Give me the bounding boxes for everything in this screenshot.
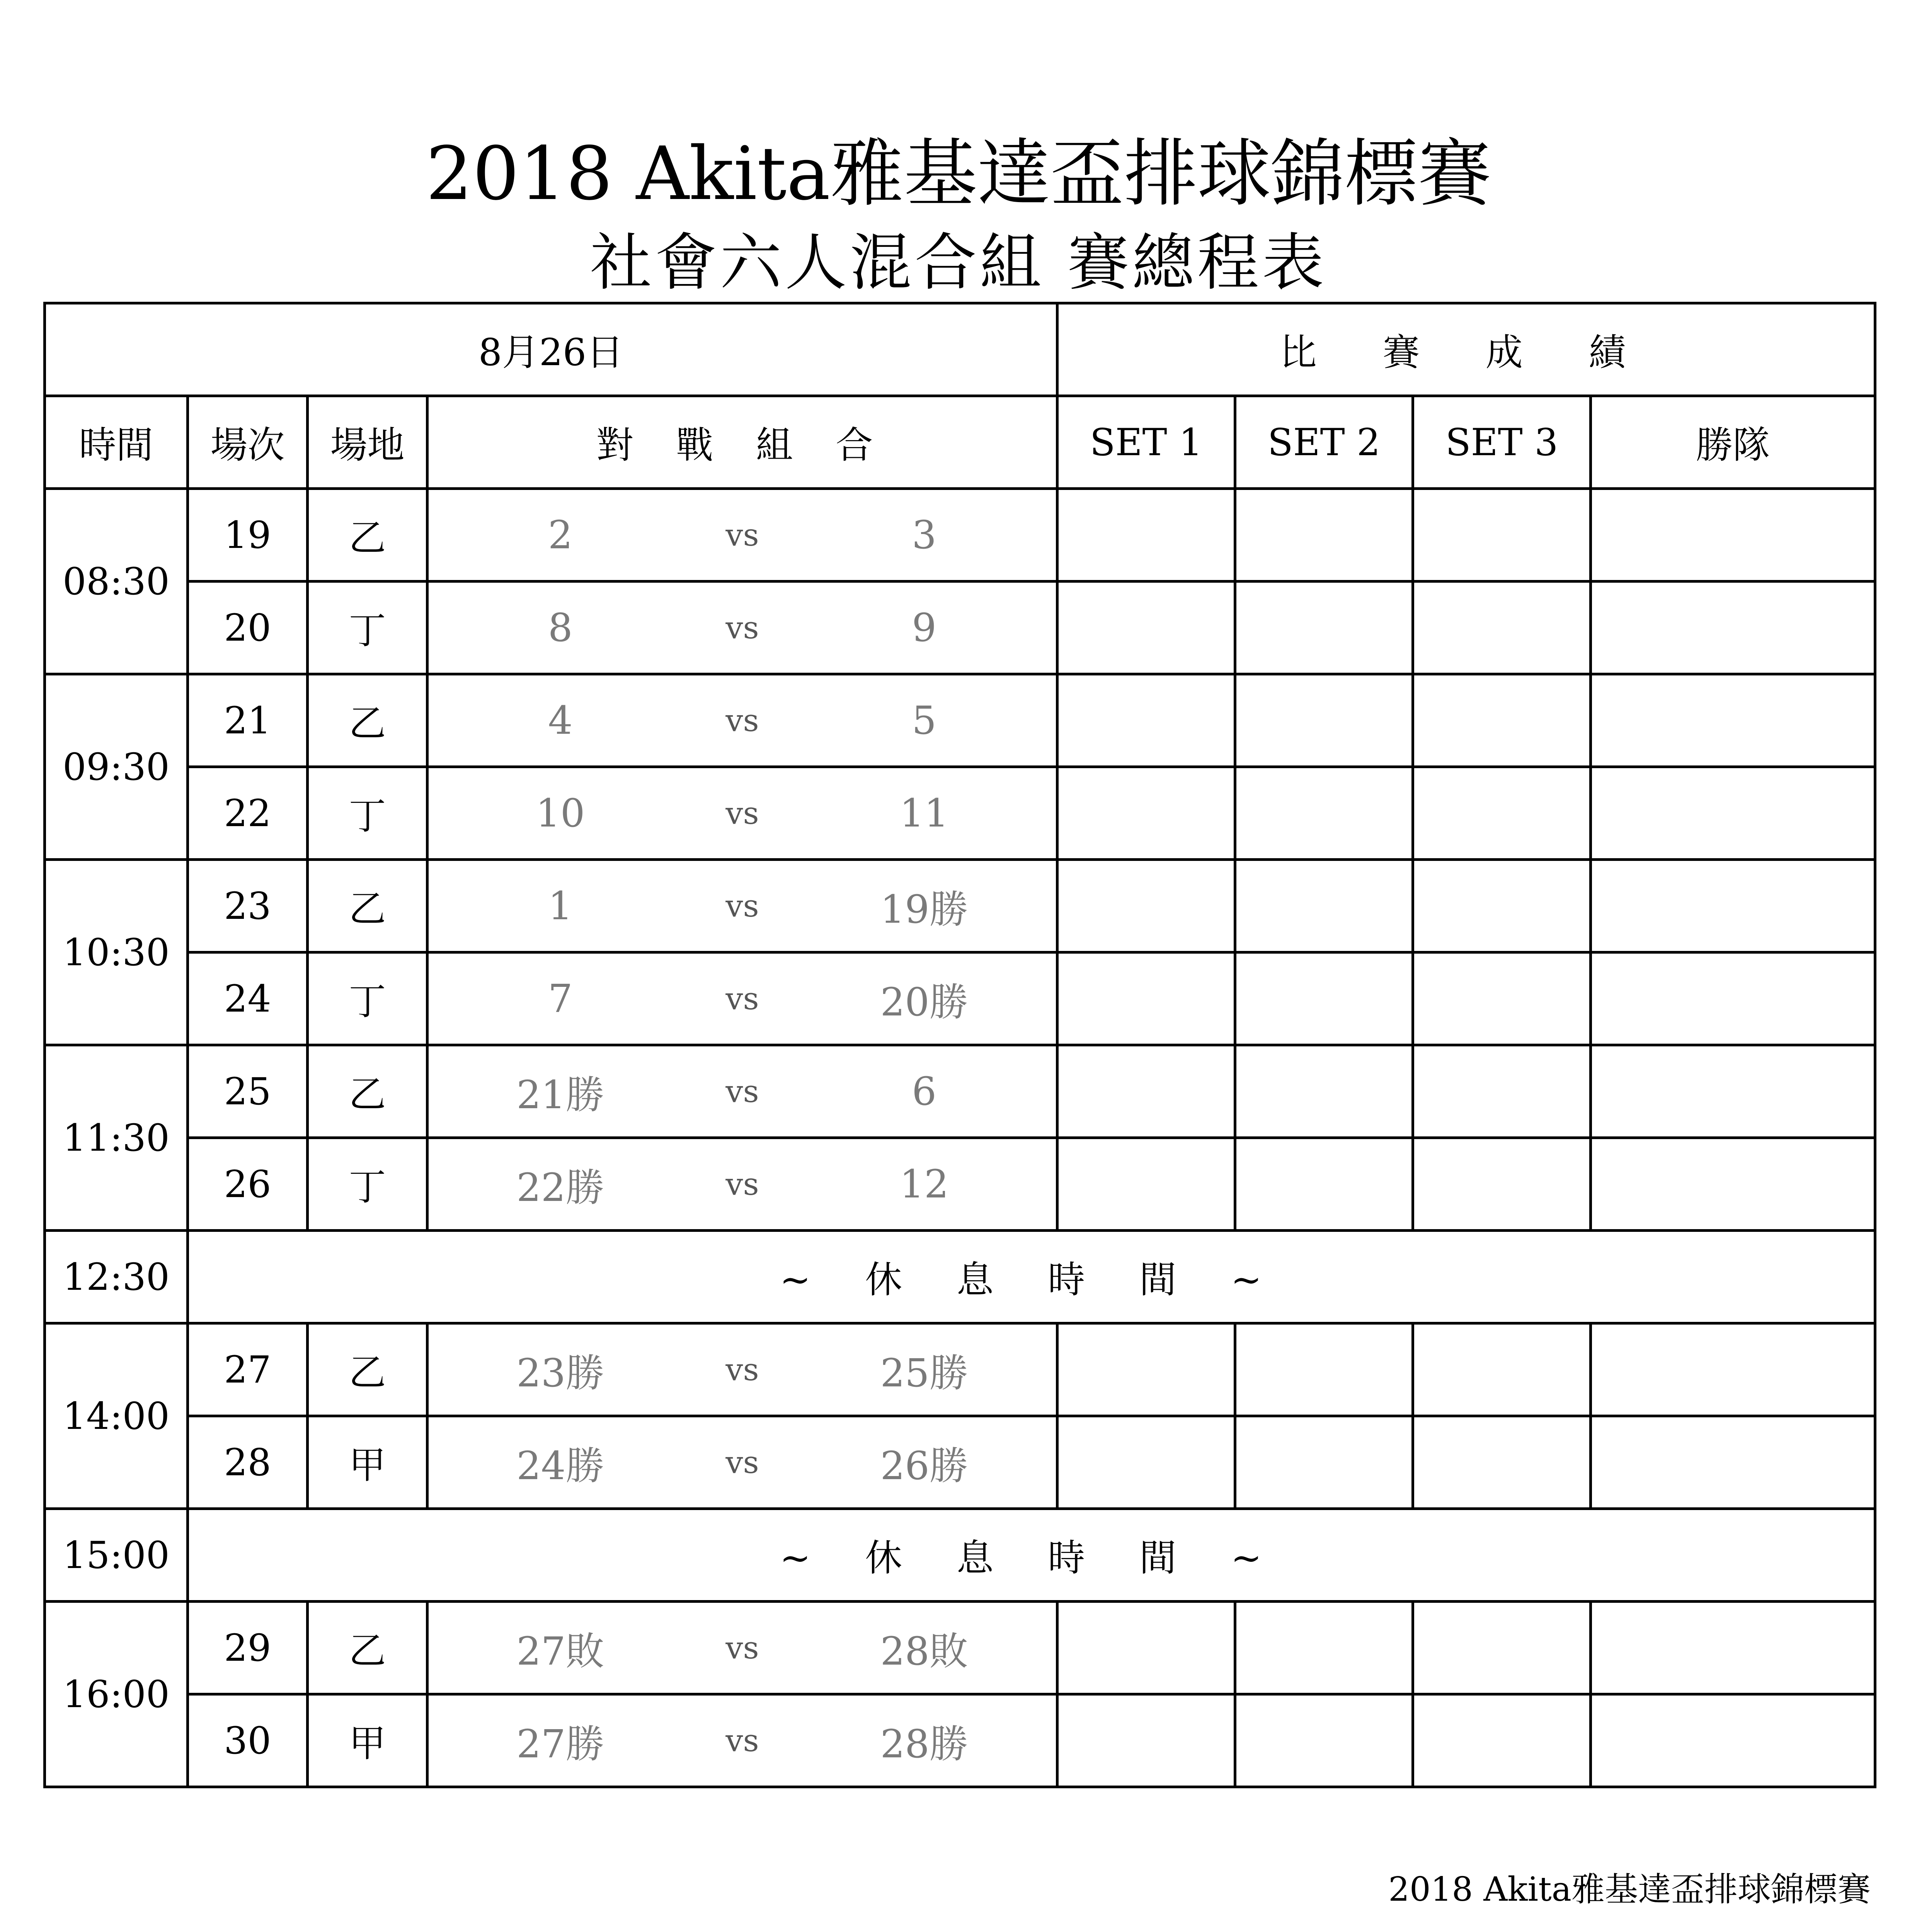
- matchup: [429, 675, 1056, 765]
- team-a: 2: [548, 512, 573, 558]
- time-cell: 14:00: [45, 1323, 188, 1509]
- team-a: 1: [548, 883, 573, 929]
- winner-cell[interactable]: [1591, 1416, 1875, 1509]
- court-cell: 甲: [308, 1416, 427, 1509]
- set2-score-cell[interactable]: [1235, 860, 1413, 952]
- matchup: [429, 1325, 1056, 1415]
- matchup-cell: [427, 1694, 1057, 1787]
- court-cell: 乙: [308, 860, 427, 952]
- schedule-table: [43, 302, 1876, 1788]
- match-no-cell: 27: [188, 1323, 308, 1416]
- match-row: [45, 674, 1875, 767]
- match-no-cell: 30: [188, 1694, 308, 1787]
- winner-cell[interactable]: [1591, 1323, 1875, 1416]
- matchup: [429, 1603, 1056, 1693]
- court-cell: 乙: [308, 1602, 427, 1694]
- match-row: [45, 1323, 1875, 1416]
- set3-score-cell[interactable]: [1413, 860, 1591, 952]
- set1-score-cell[interactable]: [1057, 489, 1235, 582]
- team-b: 28敗: [880, 1628, 968, 1674]
- rest-label: ~ 休 息 時 間 ~: [188, 1509, 1875, 1602]
- matchup: [429, 954, 1056, 1044]
- winner-cell[interactable]: [1591, 1694, 1875, 1787]
- vs-label: vs: [725, 1630, 759, 1666]
- winner-cell[interactable]: [1591, 1045, 1875, 1138]
- time-cell: 09:30: [45, 674, 188, 860]
- set3-score-cell[interactable]: [1413, 1138, 1591, 1231]
- set1-score-cell[interactable]: [1057, 1416, 1235, 1509]
- set1-header: SET 1: [1057, 396, 1235, 489]
- page-title: 2018 Akita雅基達盃排球錦標賽: [426, 131, 1491, 216]
- match-row: [45, 1602, 1875, 1694]
- court-cell: 乙: [308, 1045, 427, 1138]
- set3-score-cell[interactable]: [1413, 1602, 1591, 1694]
- set3-score-cell[interactable]: [1413, 767, 1591, 860]
- set3-score-cell[interactable]: [1413, 489, 1591, 582]
- match-row: [45, 489, 1875, 582]
- court-cell: 丁: [308, 952, 427, 1045]
- time-cell: 10:30: [45, 860, 188, 1045]
- set2-header: SET 2: [1235, 396, 1413, 489]
- set1-score-cell[interactable]: [1057, 1323, 1235, 1416]
- set2-score-cell[interactable]: [1235, 1602, 1413, 1694]
- set2-score-cell[interactable]: [1235, 1416, 1413, 1509]
- team-a: 8: [548, 605, 573, 650]
- time-header: 時間: [45, 396, 188, 489]
- matchup: [429, 490, 1056, 580]
- match-no-header: 場次: [188, 396, 308, 489]
- winner-cell[interactable]: [1591, 860, 1875, 952]
- time-cell: 15:00: [45, 1509, 188, 1602]
- team-a: 23勝: [516, 1350, 604, 1396]
- set2-score-cell[interactable]: [1235, 489, 1413, 582]
- court-cell: 甲: [308, 1694, 427, 1787]
- matchup-cell: [427, 582, 1057, 674]
- team-b: 25勝: [880, 1350, 968, 1396]
- match-no-cell: 26: [188, 1138, 308, 1231]
- vs-label: vs: [725, 1073, 759, 1109]
- match-no-cell: 19: [188, 489, 308, 582]
- vs-label: vs: [725, 610, 759, 646]
- match-no-cell: 20: [188, 582, 308, 674]
- court-cell: 乙: [308, 674, 427, 767]
- winner-cell[interactable]: [1591, 674, 1875, 767]
- set1-score-cell[interactable]: [1057, 1602, 1235, 1694]
- match-row: [45, 582, 1875, 674]
- vs-label: vs: [725, 517, 759, 553]
- set3-score-cell[interactable]: [1413, 1045, 1591, 1138]
- match-row: [45, 1694, 1875, 1787]
- set1-score-cell[interactable]: [1057, 952, 1235, 1045]
- header-row-date: [45, 303, 1875, 396]
- rest-label: ~ 休 息 時 間 ~: [188, 1231, 1875, 1323]
- match-no-cell: 28: [188, 1416, 308, 1509]
- vs-label: vs: [725, 702, 759, 738]
- team-a: 24勝: [516, 1443, 604, 1488]
- time-cell: 11:30: [45, 1045, 188, 1231]
- rest-row: [45, 1231, 1875, 1323]
- vs-label: vs: [725, 795, 759, 831]
- match-no-cell: 29: [188, 1602, 308, 1694]
- set1-score-cell[interactable]: [1057, 674, 1235, 767]
- match-no-cell: 21: [188, 674, 308, 767]
- matchup-cell: [427, 1602, 1057, 1694]
- team-b: 5: [912, 698, 936, 743]
- court-cell: 丁: [308, 582, 427, 674]
- match-no-cell: 23: [188, 860, 308, 952]
- matchup-cell: [427, 1045, 1057, 1138]
- time-cell: 16:00: [45, 1602, 188, 1787]
- matchup-header: 對 戰 組 合: [427, 396, 1057, 489]
- vs-label: vs: [725, 1166, 759, 1202]
- results-header: 比 賽 成 績: [1057, 303, 1875, 396]
- winner-cell[interactable]: [1591, 1602, 1875, 1694]
- set2-score-cell[interactable]: [1235, 1045, 1413, 1138]
- set1-score-cell[interactable]: [1057, 1138, 1235, 1231]
- team-b: 6: [912, 1069, 936, 1114]
- team-b: 3: [912, 512, 936, 558]
- winner-cell[interactable]: [1591, 582, 1875, 674]
- match-no-cell: 22: [188, 767, 308, 860]
- matchup-cell: [427, 1138, 1057, 1231]
- team-a: 27勝: [516, 1721, 604, 1767]
- team-b: 20勝: [880, 979, 968, 1025]
- match-no-cell: 24: [188, 952, 308, 1045]
- set3-header: SET 3: [1413, 396, 1591, 489]
- team-b: 28勝: [880, 1721, 968, 1767]
- set1-score-cell[interactable]: [1057, 1045, 1235, 1138]
- set1-score-cell[interactable]: [1057, 1694, 1235, 1787]
- match-row: [45, 1138, 1875, 1231]
- team-b: 12: [899, 1162, 949, 1207]
- vs-label: vs: [725, 981, 759, 1017]
- winner-cell[interactable]: [1591, 952, 1875, 1045]
- set2-score-cell[interactable]: [1235, 1694, 1413, 1787]
- court-cell: 丁: [308, 767, 427, 860]
- set2-score-cell[interactable]: [1235, 952, 1413, 1045]
- winner-cell[interactable]: [1591, 767, 1875, 860]
- winner-header: 勝隊: [1591, 396, 1875, 489]
- winner-cell[interactable]: [1591, 489, 1875, 582]
- vs-label: vs: [725, 1723, 759, 1759]
- matchup: [429, 1139, 1056, 1229]
- set2-score-cell[interactable]: [1235, 767, 1413, 860]
- team-a: 10: [536, 791, 585, 836]
- matchup-cell: [427, 952, 1057, 1045]
- matchup: [429, 1046, 1056, 1136]
- matchup: [429, 768, 1056, 858]
- matchup-cell: [427, 860, 1057, 952]
- matchup: [429, 583, 1056, 673]
- matchup: [429, 861, 1056, 951]
- vs-label: vs: [725, 888, 759, 924]
- set1-score-cell[interactable]: [1057, 767, 1235, 860]
- team-b: 19勝: [880, 886, 968, 932]
- set2-score-cell[interactable]: [1235, 674, 1413, 767]
- vs-label: vs: [725, 1352, 759, 1388]
- set3-score-cell[interactable]: [1413, 582, 1591, 674]
- set1-score-cell[interactable]: [1057, 860, 1235, 952]
- set3-score-cell[interactable]: [1413, 1323, 1591, 1416]
- team-a: 21勝: [516, 1072, 604, 1117]
- winner-cell[interactable]: [1591, 1138, 1875, 1231]
- matchup: [429, 1696, 1056, 1786]
- matchup-cell: [427, 1323, 1057, 1416]
- rest-row: [45, 1509, 1875, 1602]
- matchup-cell: [427, 767, 1057, 860]
- court-header: 場地: [308, 396, 427, 489]
- court-cell: 乙: [308, 489, 427, 582]
- match-row: [45, 860, 1875, 952]
- matchup: [429, 1417, 1056, 1507]
- matchup-cell: [427, 489, 1057, 582]
- team-a: 7: [548, 976, 573, 1021]
- matchup-cell: [427, 674, 1057, 767]
- header-row-columns: [45, 396, 1875, 489]
- match-row: [45, 1045, 1875, 1138]
- time-cell: 12:30: [45, 1231, 188, 1323]
- match-row: [45, 952, 1875, 1045]
- team-b: 9: [912, 605, 936, 650]
- footer-text: 2018 Akita雅基達盃排球錦標賽: [1388, 1870, 1871, 1909]
- match-no-cell: 25: [188, 1045, 308, 1138]
- team-b: 11: [899, 791, 949, 836]
- match-row: [45, 1416, 1875, 1509]
- set2-score-cell[interactable]: [1235, 582, 1413, 674]
- court-cell: 丁: [308, 1138, 427, 1231]
- set2-score-cell[interactable]: [1235, 1323, 1413, 1416]
- date-header: 8月26日: [45, 303, 1057, 396]
- vs-label: vs: [725, 1444, 759, 1480]
- team-b: 26勝: [880, 1443, 968, 1488]
- set3-score-cell[interactable]: [1413, 1694, 1591, 1787]
- court-cell: 乙: [308, 1323, 427, 1416]
- set2-score-cell[interactable]: [1235, 1138, 1413, 1231]
- set3-score-cell[interactable]: [1413, 674, 1591, 767]
- set3-score-cell[interactable]: [1413, 952, 1591, 1045]
- match-row: [45, 767, 1875, 860]
- team-a: 27敗: [516, 1628, 604, 1674]
- set3-score-cell[interactable]: [1413, 1416, 1591, 1509]
- set1-score-cell[interactable]: [1057, 582, 1235, 674]
- matchup-cell: [427, 1416, 1057, 1509]
- team-a: 4: [548, 698, 573, 743]
- team-a: 22勝: [516, 1165, 604, 1210]
- page-subtitle: 社會六人混合組 賽總程表: [590, 226, 1327, 299]
- time-cell: 08:30: [45, 489, 188, 674]
